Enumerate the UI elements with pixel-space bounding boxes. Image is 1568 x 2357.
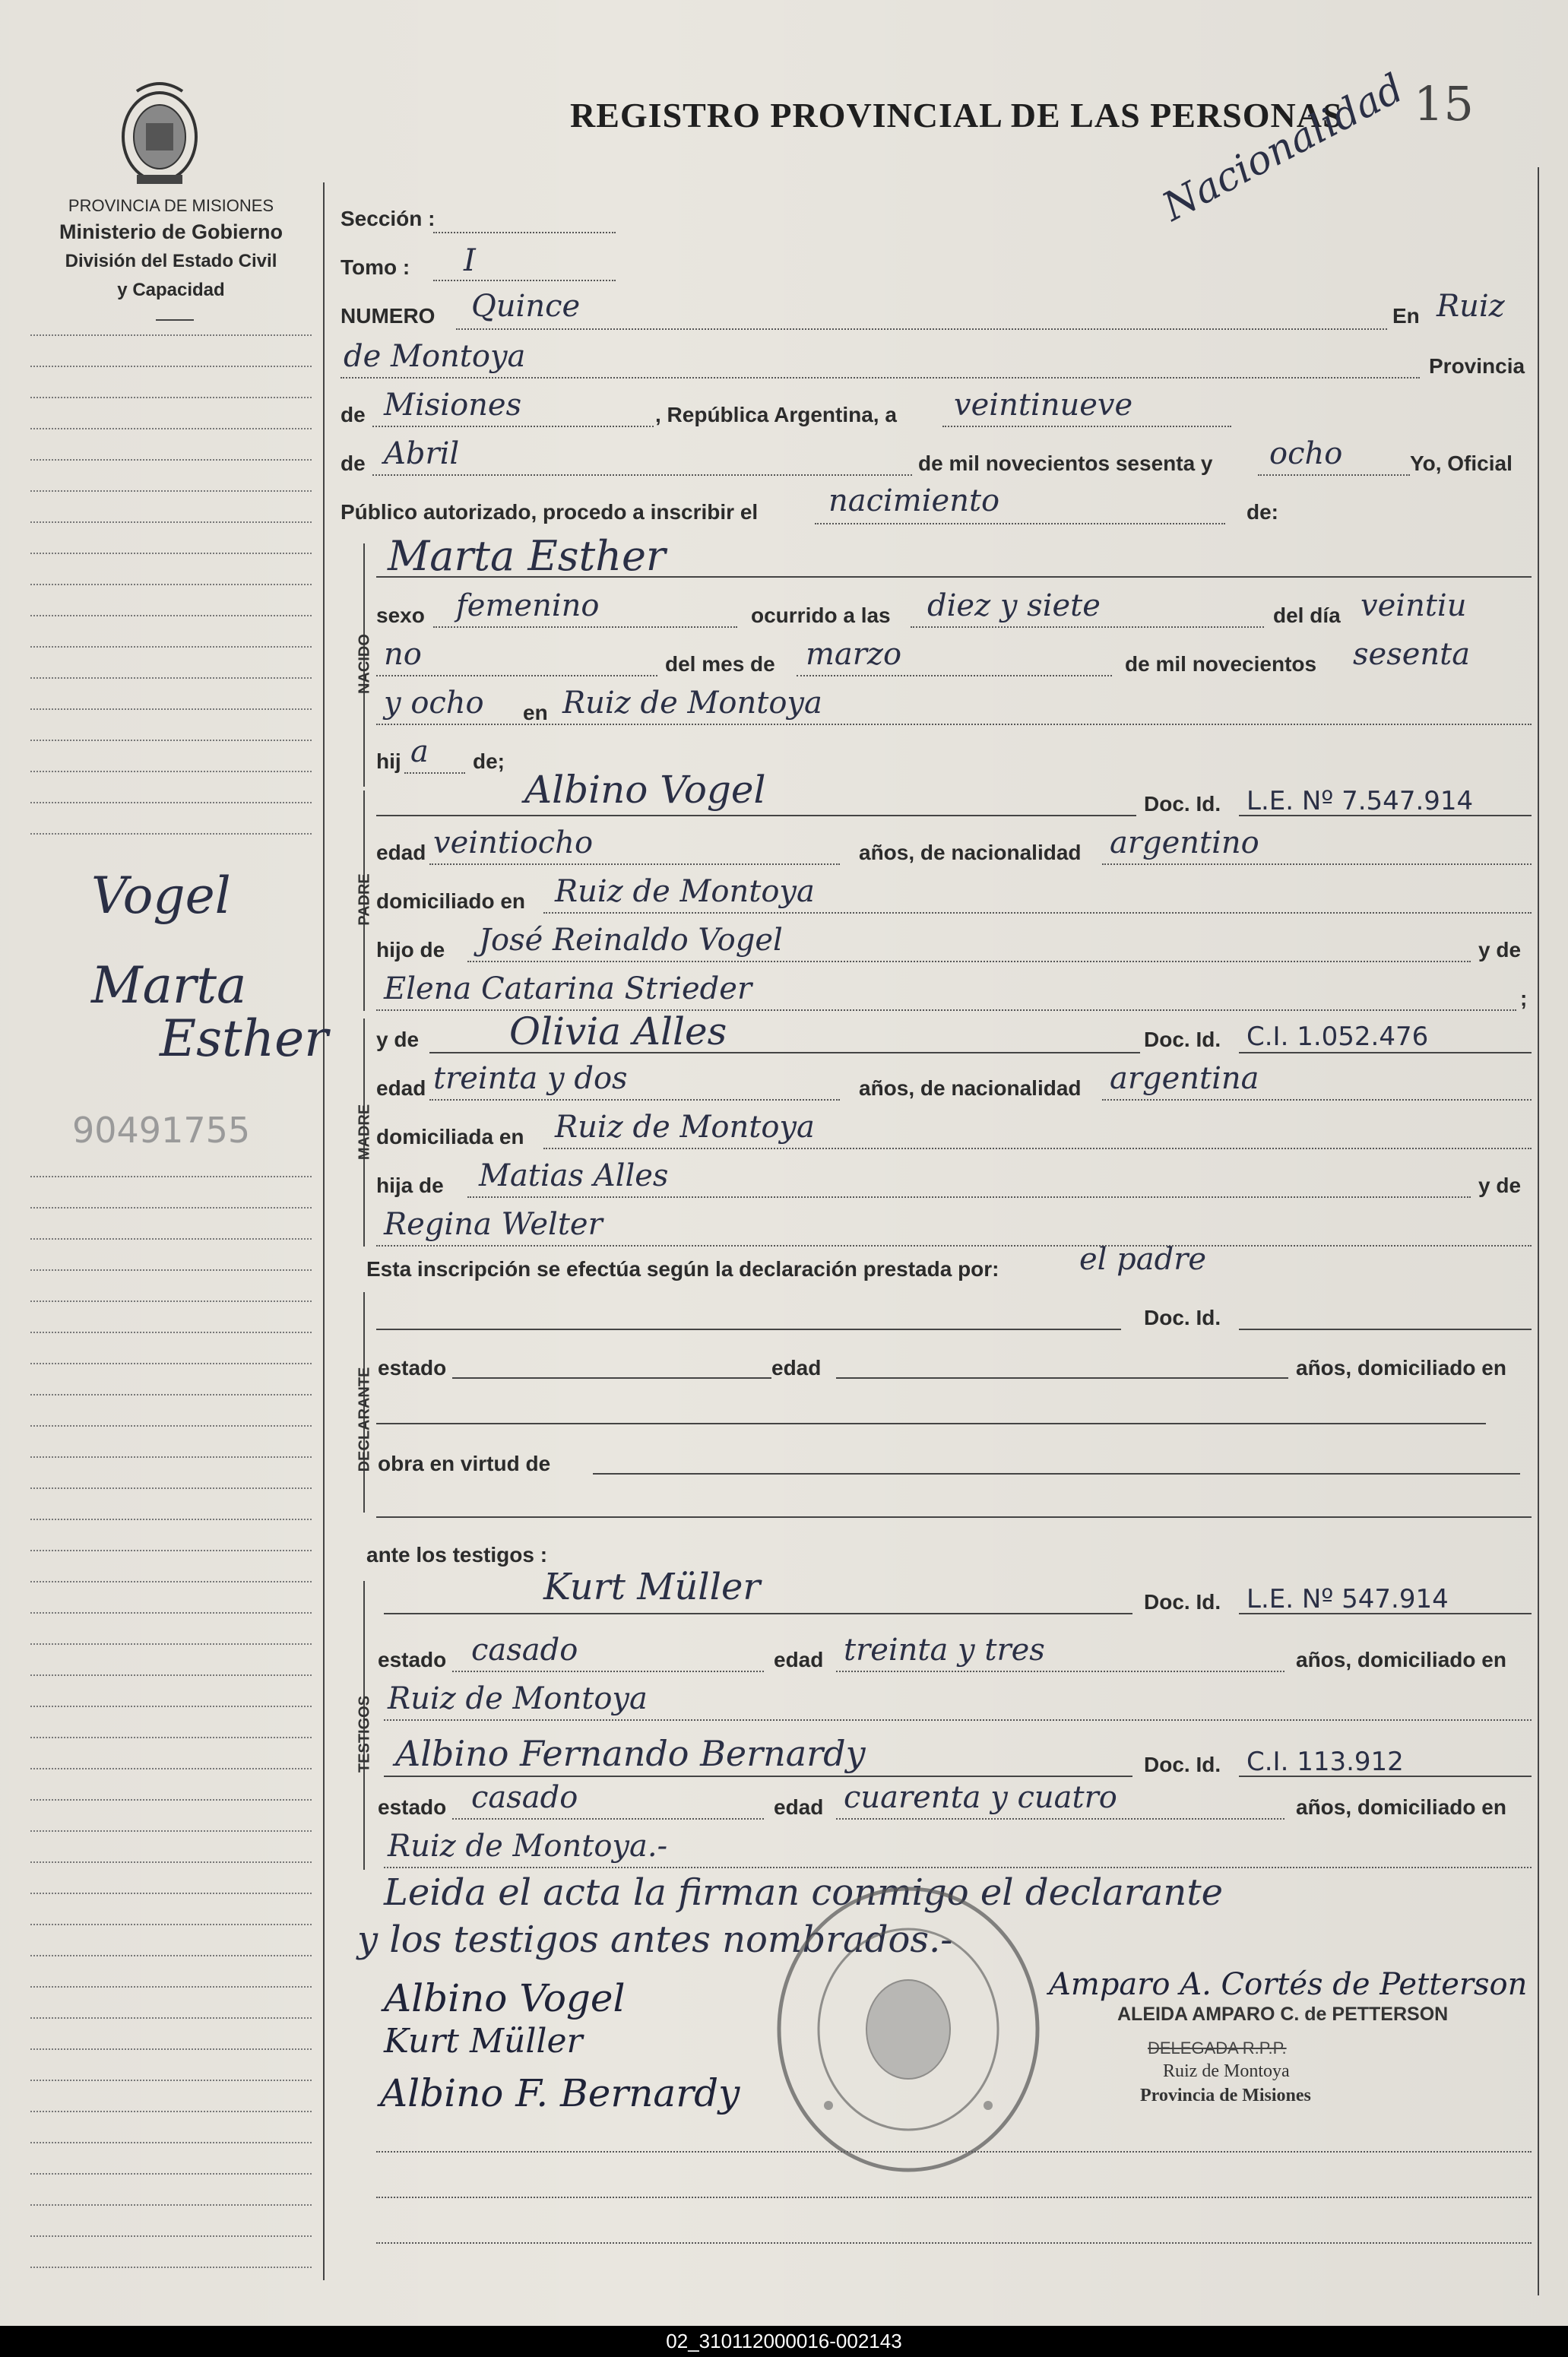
madre-nac-value: argentina: [1110, 1061, 1259, 1096]
declarante-intro-label: Esta inscripción se efectúa según la declaración prestada por:: [366, 1257, 999, 1281]
madre-edad-value: treinta y dos: [433, 1061, 628, 1096]
nacido-mes-line: [797, 675, 1112, 676]
official-seal-icon: [768, 1877, 1049, 2181]
tomo-label: Tomo :: [341, 255, 410, 279]
madre-dom-line: [543, 1148, 1532, 1149]
margin-rule-line: [30, 1737, 312, 1738]
margin-rule-line: [30, 366, 312, 367]
city-continuation: de Montoya: [344, 339, 526, 374]
madre-doc-value: C.I. 1.052.476: [1246, 1022, 1429, 1052]
en-value: Ruiz: [1437, 289, 1505, 324]
lugar-line: [376, 724, 1532, 725]
madre-hija-value: Matias Alles: [479, 1158, 669, 1193]
official-place: Ruiz de Montoya: [1163, 2061, 1290, 2081]
margin-rule-line: [30, 1581, 312, 1582]
margin-rule-line: [30, 1830, 312, 1832]
nacido-anio-value-b: y ocho: [384, 686, 484, 721]
tomo-line: [433, 280, 616, 281]
madre-dom-value: Ruiz de Montoya: [555, 1110, 815, 1145]
numero-value: Quince: [471, 289, 581, 324]
footer-id-bar: 02_310112000016-002143: [0, 2326, 1568, 2357]
madre-y-de-label: y de: [376, 1028, 420, 1051]
testigo2-edad-line: [836, 1818, 1284, 1820]
margin-rule-line: [30, 2204, 312, 2206]
testigo2-dom-value: Ruiz de Montoya.-: [388, 1829, 668, 1864]
margin-surname: Vogel: [91, 866, 231, 925]
nacido-section-label: NACIDO: [356, 634, 373, 694]
declarante-obra-line: [593, 1473, 1520, 1475]
official-province: Provincia de Misiones: [1140, 2086, 1311, 2105]
official-role: DELEGADA R.P.P.: [1148, 2039, 1287, 2058]
padre-name-line: [376, 815, 1136, 816]
margin-rule-line: [30, 1674, 312, 1676]
seccion-line: [433, 232, 616, 233]
padre-doc-line: [1239, 815, 1532, 816]
declarante-intro-value: el padre: [1079, 1242, 1207, 1277]
sexo-label: sexo: [376, 604, 425, 627]
declarante-doc-line: [1239, 1329, 1532, 1330]
madre-nac-label: años, de nacionalidad: [859, 1076, 1082, 1100]
margin-rule-line: [30, 1332, 312, 1333]
division-label: División del Estado Civil: [65, 251, 277, 271]
margin-rule-line: [30, 1456, 312, 1458]
margin-rule-line: [30, 1238, 312, 1240]
testigo1-name: Kurt Müller: [543, 1566, 761, 1608]
testigo1-edad-label: edad: [774, 1648, 824, 1671]
ministry-label: Ministerio de Gobierno: [59, 220, 284, 243]
margin-rule-line: [30, 1706, 312, 1707]
declarante-dom-line: [376, 1423, 1486, 1424]
madre-section-label: MADRE: [356, 1104, 373, 1161]
margin-rule-line: [30, 397, 312, 398]
madre-edad-label: edad: [376, 1076, 426, 1100]
padre-y-de-label: y de: [1478, 938, 1522, 961]
padre-hijo-value: José Reinaldo Vogel: [479, 923, 783, 958]
padre-edad-label: edad: [376, 841, 426, 864]
nacido-anio-label: de mil novecientos: [1125, 652, 1317, 676]
provincia-line: [372, 426, 654, 427]
anio-line: [1258, 474, 1410, 476]
madre-doc-line: [1239, 1052, 1532, 1053]
padre-nac-line: [1102, 863, 1532, 865]
padre-dom-label: domiciliado en: [376, 889, 526, 913]
official-name: ALEIDA AMPARO C. de PETTERSON: [1117, 2004, 1449, 2025]
testigo2-estado-label: estado: [378, 1795, 447, 1819]
testigo2-edad-label: edad: [774, 1795, 824, 1819]
testigos-section-label: TESTIGOS: [356, 1695, 373, 1773]
margin-given-name-2: Esther: [160, 1009, 328, 1068]
signature-testigo-1: Kurt Müller: [384, 2022, 583, 2061]
testigo2-estado-line: [452, 1818, 764, 1820]
hora-value: diez y siete: [927, 588, 1101, 623]
nacido-name-line: [376, 576, 1532, 578]
dia-value-b: no: [384, 637, 422, 672]
padre-name: Albino Vogel: [524, 768, 766, 812]
declarante-edad-line: [836, 1377, 1288, 1379]
provincia-label: Provincia: [1429, 354, 1525, 378]
testigo1-dom-value: Ruiz de Montoya: [388, 1681, 648, 1716]
margin-rule-line: [30, 1893, 312, 1894]
madre-dom-label: domiciliada en: [376, 1125, 524, 1148]
margin-rule-line: [30, 459, 312, 461]
city-line: [341, 377, 1420, 379]
coat-of-arms-icon: [114, 76, 205, 190]
margin-rule-line: [30, 521, 312, 523]
margin-rule-line: [30, 1363, 312, 1364]
margin-rule-line: [30, 553, 312, 554]
margin-rule-line: [30, 740, 312, 741]
signature-padre: Albino Vogel: [384, 1976, 626, 2020]
testigo1-edad-value: treinta y tres: [844, 1633, 1045, 1668]
margin-rule-line: [30, 1861, 312, 1863]
margin-rule-line: [30, 1394, 312, 1396]
hija-de-label: de;: [473, 749, 505, 773]
de-label: de: [341, 403, 366, 426]
nationality-annotation: Nacionalidad: [1155, 65, 1411, 230]
margin-rule-line: [30, 1924, 312, 1925]
nacido-name: Marta Esther: [388, 532, 666, 580]
margin-rule-line: [30, 1643, 312, 1645]
closing-line-2: y los testigos antes nombrados.-: [357, 1918, 953, 1961]
hija-label: hij: [376, 749, 401, 773]
capacity-label: y Capacidad: [117, 280, 225, 300]
margin-rule-line: [30, 1768, 312, 1769]
signature-official: Amparo A. Cortés de Petterson: [1049, 1967, 1528, 2002]
margin-rule-line: [30, 1550, 312, 1551]
sexo-line: [433, 626, 737, 628]
margin-rule-line: [30, 2235, 312, 2237]
testigo2-doc-value: C.I. 113.912: [1246, 1747, 1404, 1777]
numero-line: [456, 328, 1387, 330]
margin-rule-line: [30, 833, 312, 835]
margin-rule-line: [30, 1799, 312, 1801]
testigos-intro-label: ante los testigos :: [366, 1543, 548, 1567]
dia-value-a: veintiu: [1361, 588, 1467, 623]
testigo1-estado-line: [452, 1671, 764, 1672]
margin-rule-line: [30, 1955, 312, 1956]
testigo1-name-line: [384, 1613, 1132, 1614]
madre-name: Olivia Alles: [509, 1009, 727, 1053]
padre-dom-value: Ruiz de Montoya: [555, 874, 815, 909]
hija-line: [404, 772, 465, 774]
anio-label: de mil novecientos sesenta y: [918, 451, 1213, 475]
declarante-doc-label: Doc. Id.: [1144, 1306, 1221, 1329]
declarante-end-line: [376, 1516, 1532, 1518]
declarante-edad-label: edad: [771, 1356, 822, 1380]
margin-rule-line: [30, 615, 312, 616]
margin-rule-line: [30, 1487, 312, 1489]
margin-rule-line: [30, 2173, 312, 2175]
testigo1-edad-line: [836, 1671, 1284, 1672]
tomo-value: I: [464, 243, 476, 278]
testigo1-estado-value: casado: [471, 1633, 578, 1668]
lugar-value: Ruiz de Montoya: [562, 686, 822, 721]
testigo2-edad-value: cuarenta y cuatro: [844, 1780, 1117, 1815]
testigo1-doc-label: Doc. Id.: [1144, 1590, 1221, 1614]
margin-rule-line: [30, 1519, 312, 1520]
declarante-estado-line: [452, 1377, 771, 1379]
margin-rule-line: [30, 1986, 312, 1988]
hora-line: [911, 626, 1264, 628]
margin-rule-line: [30, 802, 312, 803]
madre-hija-label: hija de: [376, 1174, 444, 1197]
testigo1-doc-line: [1239, 1613, 1532, 1614]
margin-rule-line: [30, 428, 312, 429]
nacido-en-label: en: [523, 701, 548, 724]
margin-rule-line: [30, 334, 312, 336]
dia-value: veintinueve: [954, 388, 1133, 423]
dia-b-line: [376, 675, 657, 676]
testigo2-doc-label: Doc. Id.: [1144, 1753, 1221, 1776]
madre-name-line: [429, 1052, 1140, 1053]
ocurrido-label: ocurrido a las: [751, 604, 891, 627]
madre-hija-line: [467, 1196, 1471, 1198]
testigo2-dom-line: [384, 1867, 1532, 1868]
madre-edad-line: [429, 1099, 840, 1101]
document-title: REGISTRO PROVINCIAL DE LAS PERSONAS: [570, 96, 1343, 135]
padre-madre-value: Elena Catarina Strieder: [384, 971, 752, 1006]
margin-rule-line: [30, 2017, 312, 2019]
declarante-section-label: DECLARANTE: [356, 1367, 373, 1472]
padre-nac-label: años, de nacionalidad: [859, 841, 1082, 864]
margin-rule-line: [30, 1176, 312, 1177]
testigo2-anios-label: años, domiciliado en: [1296, 1795, 1506, 1819]
mes-label: del mes de: [665, 652, 775, 676]
mes-line: [372, 474, 912, 476]
padre-doc-value: L.E. Nº 7.547.914: [1246, 786, 1474, 816]
margin-rule-line: [30, 2142, 312, 2143]
provincia-value: Misiones: [384, 388, 522, 423]
margin-rule-line: [30, 708, 312, 710]
testigo1-doc-value: L.E. Nº 547.914: [1246, 1584, 1449, 1614]
margin-given-name-1: Marta: [91, 956, 247, 1015]
margin-rule-line: [30, 1269, 312, 1271]
margin-rule-line: [30, 584, 312, 585]
frame-right-line: [1538, 167, 1539, 2295]
testigo1-dom-line: [384, 1719, 1532, 1721]
margin-rule-line: [30, 646, 312, 648]
padre-semicolon: ;: [1520, 987, 1528, 1010]
madre-madre-line: [376, 1245, 1532, 1247]
margin-number: 90491755: [72, 1110, 251, 1151]
closing-line-1: Leida el acta la firman conmigo el declarante: [384, 1871, 1224, 1914]
mes-value: Abril: [384, 436, 460, 471]
declarante-name-line: [376, 1329, 1121, 1330]
margin-rule-line: [30, 771, 312, 772]
dia-line: [942, 426, 1231, 427]
testigo2-estado-value: casado: [471, 1780, 578, 1815]
republica-label: , República Argentina, a: [655, 403, 897, 426]
padre-edad-value: veintiocho: [433, 825, 594, 860]
nacido-anio-value-a: sesenta: [1353, 637, 1471, 672]
testigo1-estado-label: estado: [378, 1648, 447, 1671]
province-label: PROVINCIA DE MISIONES: [68, 196, 274, 215]
lower-line-1: [376, 2151, 1532, 2153]
margin-rule-line: [30, 2267, 312, 2268]
margin-rule-line: [30, 490, 312, 492]
madre-doc-label: Doc. Id.: [1144, 1028, 1221, 1051]
anio-value: ocho: [1269, 436, 1343, 471]
padre-nac-value: argentino: [1110, 825, 1259, 860]
testigo2-name: Albino Fernando Bernardy: [395, 1733, 866, 1774]
en-label: En: [1392, 304, 1420, 328]
madre-nac-line: [1102, 1099, 1532, 1101]
hija-value: a: [410, 734, 429, 769]
signature-testigo-2: Albino F. Bernardy: [380, 2071, 740, 2115]
lower-line-2: [376, 2197, 1532, 2198]
madre-madre-value: Regina Welter: [384, 1207, 603, 1242]
padre-doc-label: Doc. Id.: [1144, 792, 1221, 816]
divider: [156, 319, 194, 321]
padre-hijo-line: [467, 961, 1471, 962]
page-number: 15: [1414, 76, 1474, 131]
oficial-label: Yo, Oficial: [1410, 451, 1513, 475]
acto-value: nacimiento: [828, 483, 1000, 518]
declarante-obra-label: obra en virtud de: [378, 1452, 551, 1475]
margin-rule-line: [30, 1300, 312, 1302]
testigo2-doc-line: [1239, 1776, 1532, 1777]
seccion-label: Sección :: [341, 207, 436, 230]
madre-y-de2-label: y de: [1478, 1174, 1522, 1197]
testigo1-anios-label: años, domiciliado en: [1296, 1648, 1506, 1671]
publico-label: Público autorizado, procedo a inscribir el: [341, 500, 759, 524]
margin-rule-line: [30, 2111, 312, 2112]
margin-rule-line: [30, 1425, 312, 1427]
margin-rule-line: [30, 2080, 312, 2081]
margin-rule-line: [30, 2048, 312, 2050]
testigo2-name-line: [384, 1776, 1132, 1777]
padre-section-label: PADRE: [356, 873, 373, 926]
lower-line-3: [376, 2242, 1532, 2244]
frame-left-line: [323, 182, 325, 2280]
margin-rule-line: [30, 1612, 312, 1614]
padre-hijo-label: hijo de: [376, 938, 445, 961]
declarante-estado-label: estado: [378, 1356, 447, 1380]
padre-dom-line: [543, 912, 1532, 914]
de3-label: de:: [1246, 500, 1278, 524]
padre-edad-line: [429, 863, 840, 865]
nacido-mes-value: marzo: [806, 637, 902, 672]
numero-label: NUMERO: [341, 304, 436, 328]
margin-rule-line: [30, 677, 312, 679]
de2-label: de: [341, 451, 366, 475]
declarante-anios-label: años, domiciliado en: [1296, 1356, 1506, 1380]
sexo-value: femenino: [456, 588, 600, 623]
acto-line: [815, 523, 1225, 524]
del-dia-label: del día: [1273, 604, 1341, 627]
margin-rule-line: [30, 1207, 312, 1209]
